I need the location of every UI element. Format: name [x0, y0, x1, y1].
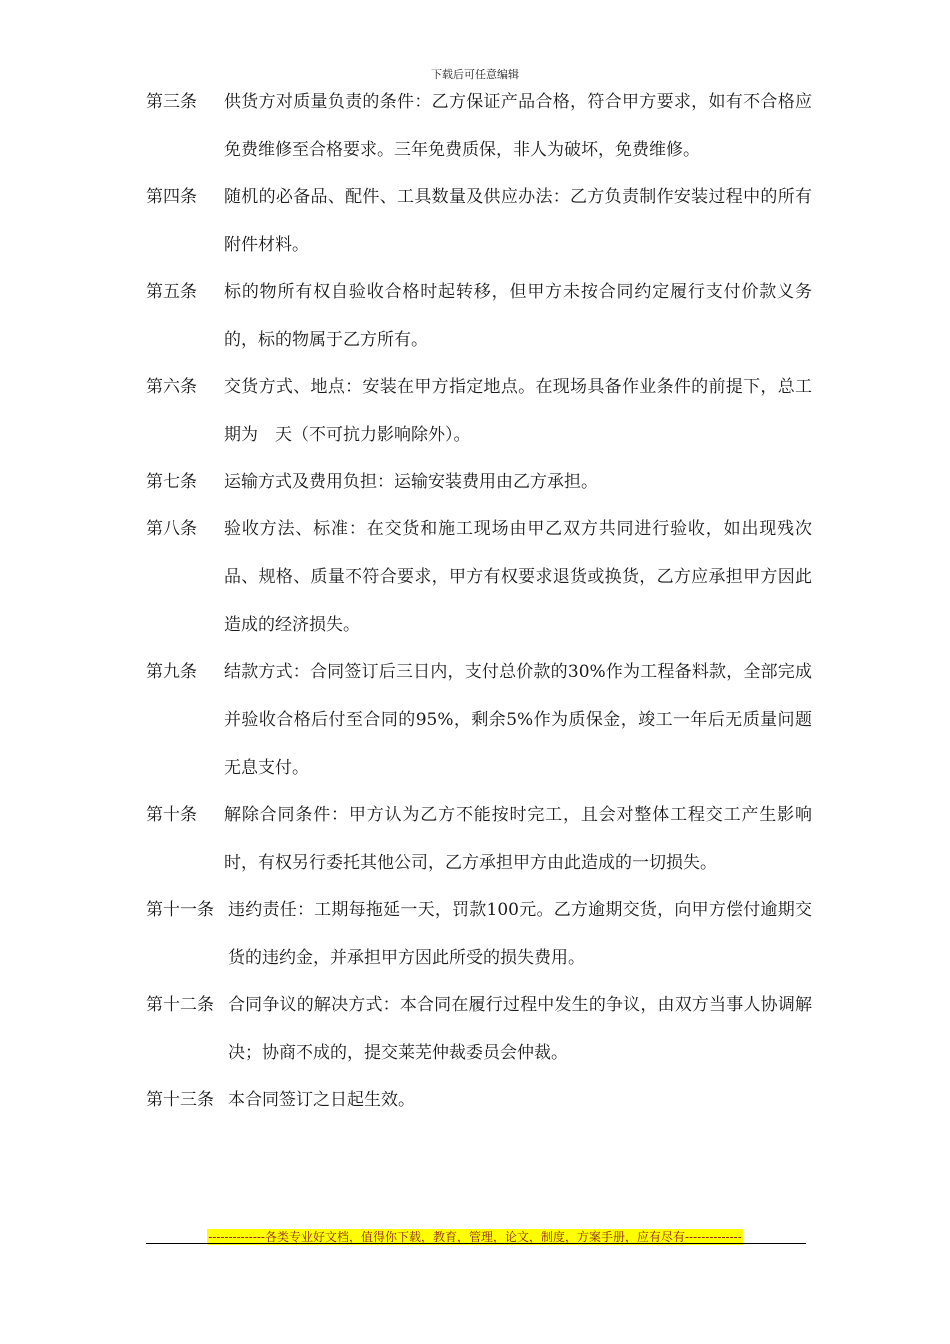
clause-12 [146, 981, 812, 1077]
clause-5 [146, 268, 812, 364]
clause-text: 标的物所有权自验收合格时起转移，但甲方未按合同约定履行支付价款义务的，标的物属于乙方所有。 [224, 282, 812, 350]
clause-number: 第十三条 [146, 1090, 214, 1110]
clause-13 [146, 1076, 812, 1124]
clause-text: 违约责任：工期每拖延一天，罚款100元。乙方逾期交货，向甲方偿付逾期交货的违约金，并承担甲方因此所受的损失费用。 [228, 900, 812, 968]
clause-text: 合同争议的解决方式：本合同在履行过程中发生的争议，由双方当事人协调解决；协商不成的，提交莱芜仲裁委员会仲裁。 [228, 995, 812, 1063]
clause-text: 结款方式：合同签订后三日内，支付总价款的30%作为工程备料款，全部完成并验收合格后付至合同的95%，剩余5%作为质保金，竣工一年后无质量问题无息支付。 [224, 662, 812, 778]
clause-text: 供货方对质量负责的条件：乙方保证产品合格，符合甲方要求，如有不合格应免费维修至合格要求。三年免费质保，非人为破坏，免费维修。 [224, 92, 812, 160]
clause-number: 第十二条 [146, 995, 214, 1015]
clause-text: 解除合同条件：甲方认为乙方不能按时完工，且会对整体工程交工产生影响时，有权另行委托其他公司，乙方承担甲方由此造成的一切损失。 [224, 805, 812, 873]
clause-text: 运输方式及费用负担：运输安装费用由乙方承担。 [224, 472, 598, 492]
clause-text: 验收方法、标准：在交货和施工现场由甲乙双方共同进行验收，如出现残次品、规格、质量不符合要求，甲方有权要求退货或换货，乙方应承担甲方因此造成的经济损失。 [224, 519, 812, 635]
clause-10 [146, 791, 812, 887]
clause-text: 随机的必备品、配件、工具数量及供应办法：乙方负责制作安装过程中的所有附件材料。 [224, 187, 812, 255]
contract-clauses [146, 78, 812, 1123]
clause-number: 第四条 [146, 187, 197, 207]
clause-7 [146, 458, 812, 506]
clause-number: 第六条 [146, 377, 197, 397]
clause-text: 交货方式、地点：安装在甲方指定地点。在现场具备作业条件的前提下，总工期为 天（不可抗力影响除外）。 [224, 377, 812, 445]
clause-6 [146, 363, 812, 459]
clause-number: 第十一条 [146, 900, 214, 920]
clause-4 [146, 173, 812, 269]
clause-text: 本合同签订之日起生效。 [228, 1090, 415, 1110]
clause-number: 第七条 [146, 472, 197, 492]
clause-number: 第八条 [146, 519, 197, 539]
header-note: 下载后可任意编辑 [431, 68, 519, 81]
clause-number: 第十条 [146, 805, 197, 825]
clause-number: 第三条 [146, 92, 197, 112]
clause-11 [146, 886, 812, 982]
clause-number: 第九条 [146, 662, 197, 682]
clause-8 [146, 505, 812, 649]
clause-9 [146, 648, 812, 792]
footer-divider [146, 1243, 806, 1244]
clause-3 [146, 78, 812, 174]
footer-banner-text: --------------各类专业好文档，值得你下载，教育，管理，论文，制度，方案手册，应有尽有-------------- [208, 1230, 742, 1244]
clause-number: 第五条 [146, 282, 197, 302]
